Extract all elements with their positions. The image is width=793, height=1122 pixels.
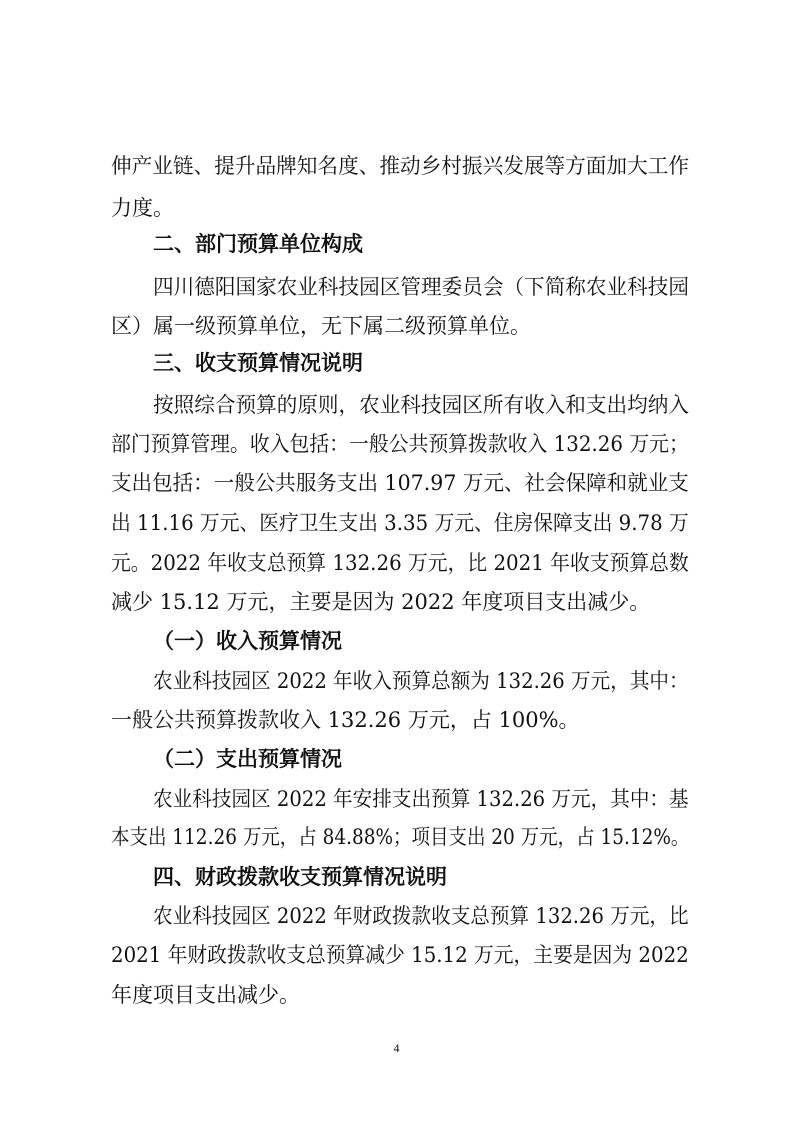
section-heading: 二、部门预算单位构成 bbox=[153, 232, 363, 256]
body-text-line: 年度项目支出减少。 bbox=[111, 983, 300, 1007]
body-text-line: 区）属一级预算单位，无下属二级预算单位。 bbox=[111, 314, 531, 338]
body-text-line: 减少 15.12 万元，主要是因为 2022 年度项目支出减少。 bbox=[111, 590, 651, 614]
body-text-line: 元。2022 年收支总预算 132.26 万元，比 2021 年收支预算总数 bbox=[111, 551, 689, 575]
page-number: 4 bbox=[393, 1041, 400, 1055]
subsection-heading: （一）收入预算情况 bbox=[153, 628, 342, 653]
body-text-line: 出 11.16 万元、医疗卫生支出 3.35 万元、住房保障支出 9.78 万 bbox=[111, 511, 689, 535]
body-text-line: 农业科技园区 2022 年财政拨款收支总预算 132.26 万元，比 bbox=[153, 904, 689, 928]
body-text-line: 伸产业链、提升品牌知名度、推动乡村振兴发展等方面加大工作 bbox=[111, 154, 690, 178]
subsection-heading: （二）支出预算情况 bbox=[153, 746, 342, 771]
section-heading: 四、财政拨款收支预算情况说明 bbox=[153, 865, 447, 889]
body-text-line: 农业科技园区 2022 年安排支出预算 132.26 万元，其中：基 bbox=[153, 787, 689, 811]
body-text-line: 力度。 bbox=[111, 196, 174, 220]
body-text-line: 2021 年财政拨款收支总预算减少 15.12 万元，主要是因为 2022 bbox=[111, 943, 689, 967]
body-text-line: 农业科技园区 2022 年收入预算总额为 132.26 万元，其中： bbox=[153, 669, 689, 693]
body-text-line: 按照综合预算的原则，农业科技园区所有收入和支出均纳入 bbox=[153, 393, 690, 417]
body-text-line: 支出包括：一般公共服务支出 107.97 万元、社会保障和就业支 bbox=[111, 471, 689, 495]
body-text-line: 本支出 112.26 万元，占 84.88%；项目支出 20 万元，占 15.12%。 bbox=[111, 825, 690, 849]
body-text-line: 部门预算管理。收入包括：一般公共预算拨款收入 132.26 万元； bbox=[111, 432, 689, 456]
body-text-line: 四川德阳国家农业科技园区管理委员会（下简称农业科技园 bbox=[153, 275, 690, 299]
section-heading: 三、收支预算情况说明 bbox=[153, 351, 363, 375]
body-text-line: 一般公共预算拨款收入 132.26 万元，占 100%。 bbox=[111, 708, 580, 732]
